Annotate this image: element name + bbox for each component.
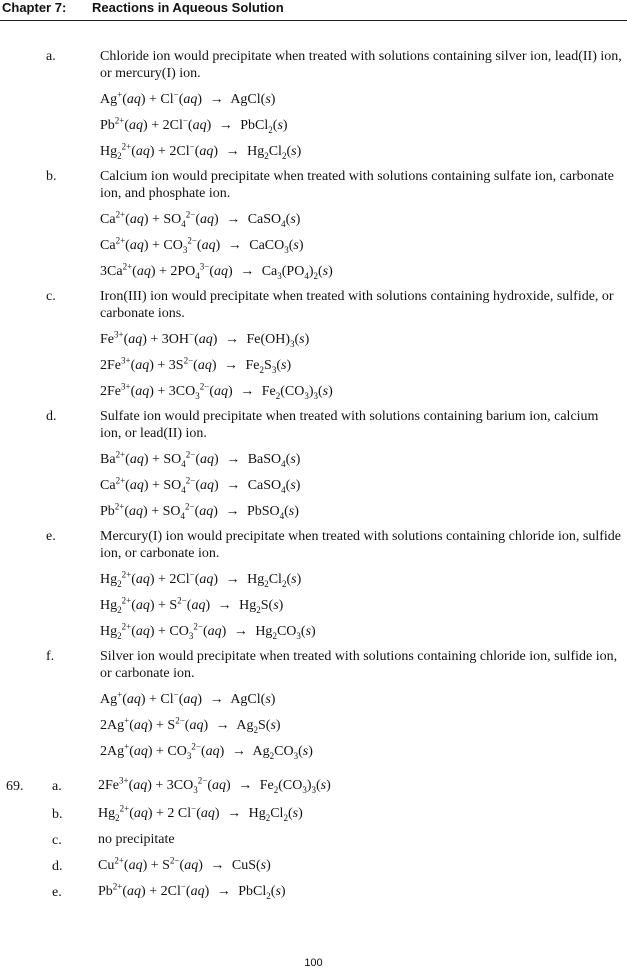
section-text: Calcium ion would precipitate when treated with solutions containing sulfate ion, carbonate ion, and phosphate ion. <box>100 169 614 201</box>
section-label: d. <box>46 409 57 424</box>
equation: $Hg_2^{2+}(aq) + 2Cl^-(aq) \to Hg_2Cl_2(s)$ <box>100 141 302 161</box>
equation: $2Fe^{3+}(aq) + 3CO_3^{2-}(aq) \to Fe_2(CO_3)_3(s)$ <box>100 381 333 401</box>
equation: $Hg_2^{2+}(aq) + S^{2-}(aq) \to Hg_2S(s)$ <box>100 595 284 615</box>
equation: $2Ag^+(aq) + S^{2-}(aq) \to Ag_2S(s)$ <box>100 715 281 735</box>
section-label: e. <box>46 529 56 544</box>
equation: $Ba^{2+}(aq) + SO_4^{2-}(aq)$ → BaSO$_4$(s) <box>100 449 301 469</box>
equation: $Ca^{2+}(aq) + SO_4^{2-}(aq)$ → CaSO$_4$(s) <box>100 475 301 495</box>
equation: $Ca^{2+}(aq) + SO_4^{2-}(aq)$ → CaSO$_4$(s) <box>100 209 301 229</box>
equation: Ag+(aq) + Cl−(aq) → AgCl(s) <box>100 89 276 107</box>
answer-label: a. <box>52 779 62 794</box>
answer-equation: no precipitate <box>98 832 175 847</box>
equation: $Pb^{2+}(aq) + SO_4^{2-}(aq)$ → PbSO$_4$(s) <box>100 501 299 521</box>
section-text: Iron(III) ion would precipitate when treated with solutions containing hydroxide, sulfide, or carbonate ions. <box>100 289 614 321</box>
section-text: Silver ion would precipitate when treated with solutions containing chloride ion, sulfide ion, or carbonate ion. <box>100 649 618 681</box>
section-text: Mercury(I) ion would precipitate when treated with solutions containing chloride ion, sulfide ion, or carbonate ion. <box>100 529 621 561</box>
equation: Ag+(aq) + Cl−(aq) → AgCl(s) <box>100 689 276 707</box>
equation: $Hg_2^{2+}(aq) + CO_3^{2-}(aq) \to Hg_2CO_3(s)$ <box>100 621 316 641</box>
section-label: f. <box>46 649 55 664</box>
section-label: a. <box>46 49 56 64</box>
answer-label: d. <box>52 859 63 874</box>
answer-label: e. <box>52 885 62 900</box>
equation: $2Ag^+(aq) + CO_3^{2-}(aq) \to Ag_2CO_3(s)$ <box>100 741 313 761</box>
header-rule <box>0 20 627 21</box>
section-label: c. <box>46 289 56 304</box>
page-number: 100 <box>304 957 323 969</box>
answer-equation: $2Fe^{3+}(aq) + 3CO_3^{2-}(aq) \to Fe_2(CO_3)_3(s)$ <box>98 775 331 795</box>
section-text: Chloride ion would precipitate when treated with solutions containing silver ion, lead(II) ion, or mercury(I) ion. <box>100 49 622 81</box>
answer-equation: $Pb^{2+}(aq) + 2Cl^-(aq)$ → PbCl$_2$(s) <box>98 881 286 901</box>
answer-equation: $Hg_2^{2+}(aq) + 2$ $Cl^-(aq) \to Hg_2Cl_2(s)$ <box>98 803 303 823</box>
equation: $Pb^{2+}(aq) + 2Cl^-(aq)$ → PbCl$_2$(s) <box>100 115 288 135</box>
page-header <box>0 0 627 18</box>
problem-number: 69. <box>6 779 24 794</box>
answer-label: c. <box>52 833 62 848</box>
equation: $Ca^{2+}(aq) + CO_3^{2-}(aq)$ → CaCO$_3$(s) <box>100 235 304 255</box>
section-text: Sulfate ion would precipitate when treated with solutions containing barium ion, calcium ion, or lead(II) ion. <box>100 409 599 441</box>
equation: $2Fe^{3+}(aq) + 3S^{2-}(aq) \to Fe_2S_3(s)$ <box>100 355 292 375</box>
equation: $Fe^{3+}(aq) + 3OH^-(aq) \to Fe(OH)_3(s)$ <box>100 329 310 349</box>
chapter-title: Reactions in Aqueous Solution <box>92 0 284 15</box>
equation: $Hg_2^{2+}(aq) + 2Cl^-(aq) \to Hg_2Cl_2(s)$ <box>100 569 302 589</box>
equation: $3Ca^{2+}(aq) + 2PO_4^{3-}(aq) \to Ca_3(PO_4)_2(s)$ <box>100 261 333 281</box>
answer-label: b. <box>52 807 63 822</box>
section-label: b. <box>46 169 57 184</box>
chapter-label: Chapter 7: <box>2 0 67 15</box>
answer-equation: $Cu^{2+}(aq) + S^{2-}(aq) \to CuS(s)$ <box>98 855 271 873</box>
